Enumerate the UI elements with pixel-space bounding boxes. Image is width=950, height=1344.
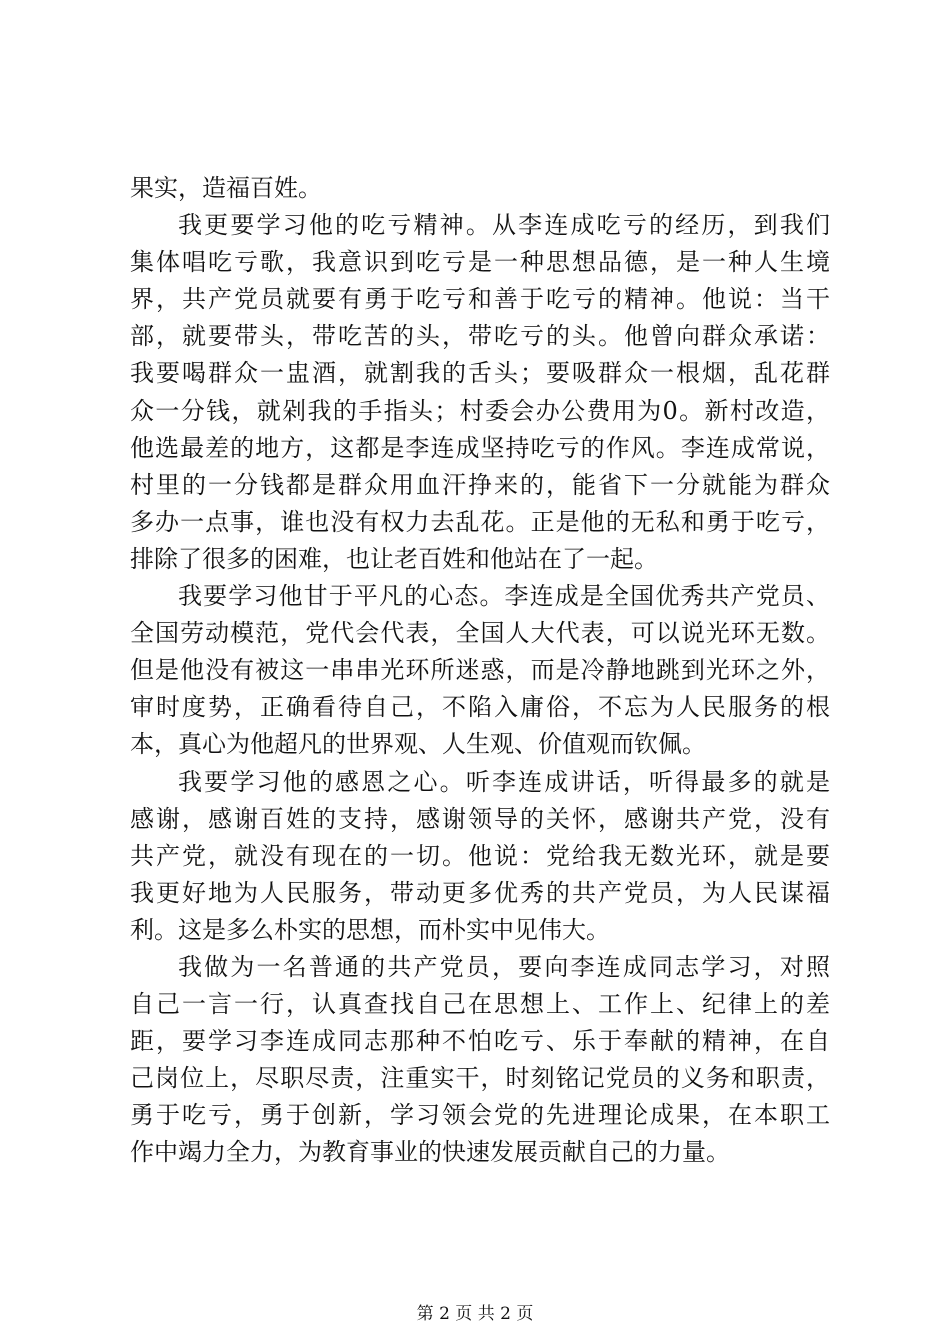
text-line: 勇于吃亏，勇于创新，学习领会党的先进理论成果，在本职工 [130,1101,830,1130]
text-line: 果实，造福百姓。 [130,174,322,202]
text-line: 我要喝群众一盅酒，就割我的舌头；要吸群众一根烟，乱花群 [130,359,830,388]
text-line: 我要学习他甘于平凡的心态。李连成是全国优秀共产党员、 [178,582,830,611]
text-line: 审时度势，正确看待自己，不陷入庸俗，不忘为人民服务的根 [130,693,830,722]
text-line: 己岗位上，尽职尽责，注重实干，时刻铭记党员的义务和职责， [130,1064,830,1093]
text-line: 共产党，就没有现在的一切。他说：党给我无数光环，就是要 [130,841,830,870]
text-line: 利。这是多么朴实的思想，而朴实中见伟大。 [130,915,610,944]
text-line: 多办一点事，谁也没有权力去乱花。正是他的无私和勇于吃亏， [130,507,830,536]
text-line: 距，要学习李连成同志那种不怕吃亏、乐于奉献的精神，在自 [130,1027,830,1056]
text-line: 部，就要带头，带吃苦的头，带吃亏的头。他曾向群众承诺： [130,322,830,351]
text-line: 全国劳动模范，党代会代表，全国人大代表，可以说光环无数。 [130,619,830,648]
text-line: 作中竭力全力，为教育事业的快速发展贡献自己的力量。 [130,1138,730,1167]
text-line: 我更好地为人民服务，带动更多优秀的共产党员，为人民谋福 [130,878,830,907]
text-line: 排除了很多的困难，也让老百姓和他站在了一起。 [130,544,658,573]
text-line: 他选最差的地方，这都是李连成坚持吃亏的作风。李连成常说， [130,433,830,462]
text-line: 但是他没有被这一串串光环所迷惑，而是冷静地跳到光环之外， [130,656,830,685]
text-line: 界，共产党员就要有勇于吃亏和善于吃亏的精神。他说：当干 [130,285,830,314]
text-line: 感谢，感谢百姓的支持，感谢领导的关怀，感谢共产党，没有 [130,804,830,833]
text-line: 我要学习他的感恩之心。听李连成讲话，听得最多的就是 [178,767,830,796]
document-body [130,170,830,1172]
text-line: 自己一言一行，认真查找自己在思想上、工作上、纪律上的差 [130,990,830,1019]
text-line: 众一分钱，就剁我的手指头；村委会办公费用为0。新村改造， [130,396,830,425]
page-footer: 第 2 页 共 2 页 [416,1304,534,1324]
text-line: 我做为一名普通的共产党员，要向李连成同志学习，对照 [178,952,830,981]
text-line: 本，真心为他超凡的世界观、人生观、价值观而钦佩。 [130,730,706,759]
text-line: 村里的一分钱都是群众用血汗挣来的，能省下一分就能为群众 [130,470,830,499]
text-line: 集体唱吃亏歌，我意识到吃亏是一种思想品德，是一种人生境 [130,248,830,277]
text-line: 我更要学习他的吃亏精神。从李连成吃亏的经历，到我们 [178,211,830,240]
